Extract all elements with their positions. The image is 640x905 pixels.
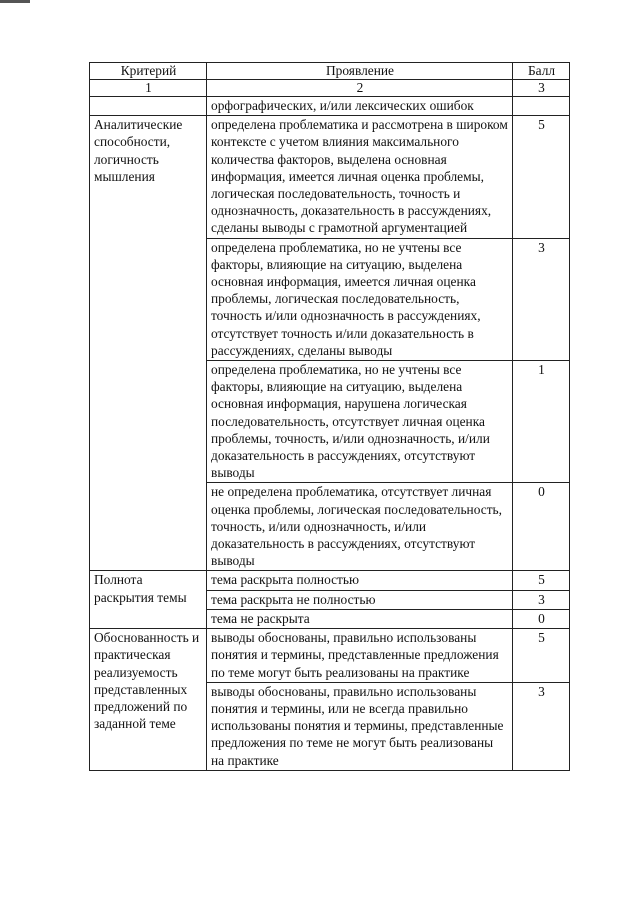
manifestation-cell: тема раскрыта полностью [207,571,513,590]
header-manifestation: Проявление [207,63,513,80]
manifestation-cell: не определена проблематика, отсутствует личная оценка проблемы, логическая последовательность, точность, и/или однозначность, и/или доказательность в рассуждениях, отсутствуют выводы [207,483,513,571]
manifestation-cell: выводы обоснованы, правильно использованы понятия и термины, представленные предложения по теме могут быть реализованы на практике [207,629,513,683]
score-cell: 1 [513,361,570,483]
continuation-score-cell [513,97,570,116]
score-cell: 3 [513,682,570,770]
continuation-criterion-cell [90,97,207,116]
score-cell: 5 [513,571,570,590]
continuation-row [90,97,570,116]
table-row [90,116,570,238]
manifestation-cell: определена проблематика, но не учтены все факторы, влияющие на ситуацию, выделена основная информация, имеется личная оценка проблемы, логическая последовательность, точность и/или однозначность в рассуждениях, отсутствует точность и/или доказательность в рассуждениях, сделаны выводы [207,238,513,360]
table-row [90,571,570,590]
header-score: Балл [513,63,570,80]
criterion-completeness: Полнота раскрытия темы [90,571,207,629]
score-cell: 3 [513,238,570,360]
column-numbering-row [90,80,570,97]
scan-corner-mark [0,0,30,3]
manifestation-cell: выводы обоснованы, правильно использованы понятия и термины, или не всегда правильно использованы понятия и термины, представленные предложения по теме не могут быть реализованы на практике [207,682,513,770]
column-number-3: 3 [513,80,570,97]
evaluation-criteria-table [89,62,570,771]
score-cell: 5 [513,629,570,683]
criterion-analytical: Аналитические способности, логичность мышления [90,116,207,571]
manifestation-cell: тема раскрыта не полностью [207,590,513,609]
header-criterion: Критерий [90,63,207,80]
score-cell: 5 [513,116,570,238]
column-number-2: 2 [207,80,513,97]
criterion-validity: Обоснованность и практическая реализуемость представленных предложений по заданной теме [90,629,207,771]
manifestation-cell: определена проблематика, но не учтены все факторы, влияющие на ситуацию, выделена основная информация, нарушена логическая последовательность, отсутствует личная оценка проблемы, точность, и/или однозначность, и/или доказательность в рассуждениях, отсутствуют выводы [207,361,513,483]
table-row [90,629,570,683]
column-number-1: 1 [90,80,207,97]
manifestation-cell: определена проблематика и рассмотрена в широком контексте с учетом влияния максимального количества факторов, выделена основная информация, имеется личная оценка проблемы, логическая последовательность, точность и однозначность, доказательность в рассуждениях, сделаны выводы с грамотной аргументацией [207,116,513,238]
score-cell: 0 [513,483,570,571]
continuation-manifestation: орфографических, и/или лексических ошибок [207,97,513,116]
manifestation-cell: тема не раскрыта [207,609,513,628]
table-header-row [90,63,570,80]
score-cell: 0 [513,609,570,628]
score-cell: 3 [513,590,570,609]
